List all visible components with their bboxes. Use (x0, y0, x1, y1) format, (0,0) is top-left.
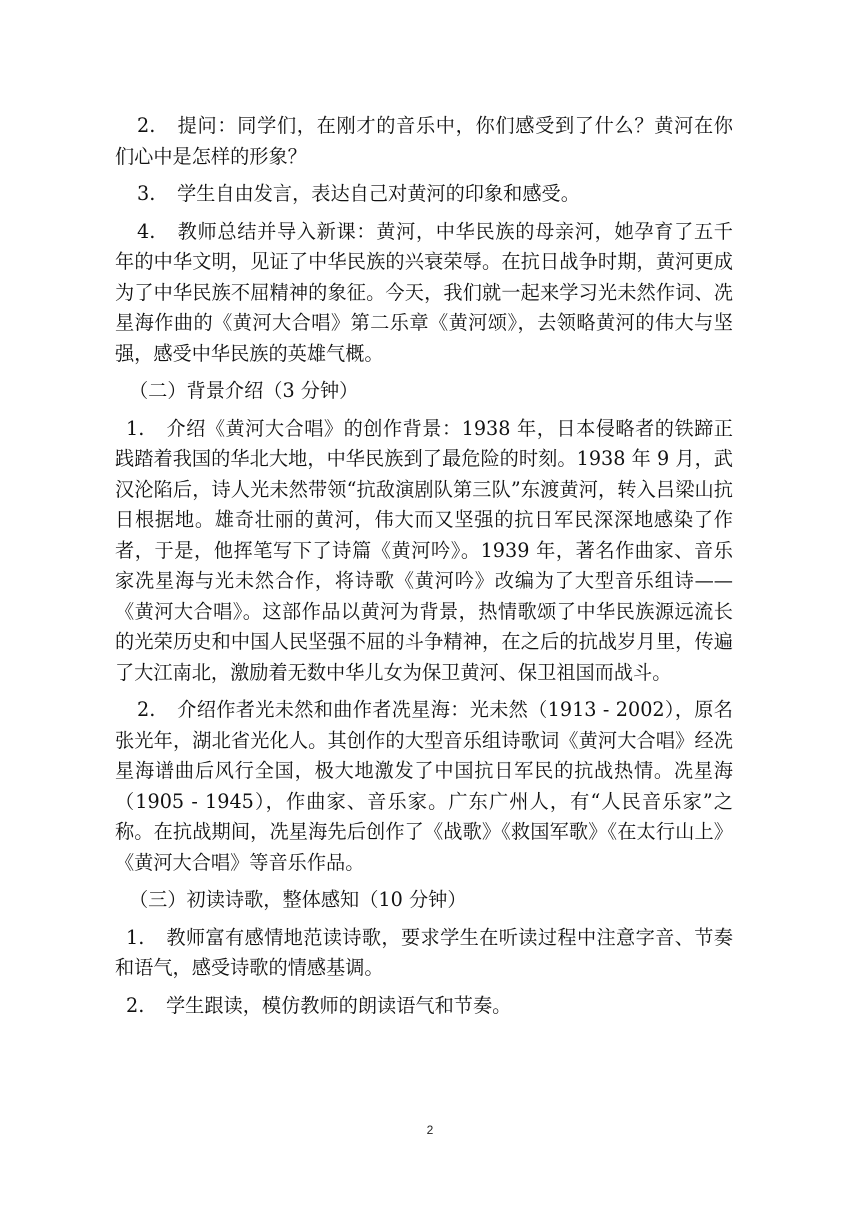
paragraph-background-2 (115, 695, 733, 878)
item-number: 1. (126, 925, 145, 949)
section-heading-first-reading: （三）初读诗歌，整体感知（10 分钟） (129, 888, 467, 911)
paragraph-text: 教师总结并导入新课：黄河，中华民族的母亲河，她孕育了五千年的中华文明，见证了中华民族的兴衰荣辱。在抗日战争时期，黄河更成为了中华民族不屈精神的象征。今天，我们就一起来学习光未然作词、冼星海作曲的《黄河大合唱》第二乐章《黄河颂》，去领略黄河的伟大与坚强，感受中华民族的英雄气概。 (115, 219, 733, 365)
item-number: 2. (126, 993, 145, 1017)
paragraph-text: 教师富有感情地范读诗歌，要求学生在听读过程中注意字音、节奏和语气，感受诗歌的情感基调。 (115, 925, 733, 979)
item-number: 1. (126, 416, 145, 440)
paragraph-reading-2 (115, 991, 733, 1022)
paragraph-step-4 (115, 217, 733, 370)
paragraph-text: 介绍《黄河大合唱》的创作背景：1938 年，日本侵略者的铁蹄正践踏着我国的华北大地，中华民族到了最危险的时刻。1938 年 9 月，武汉沦陷后，诗人光未然带领“抗敌演剧队第三队”东渡黄河，转入吕梁山抗日根据地。雄奇壮丽的黄河，伟大而又坚强的抗日军民深深地感染了作者，于是，他挥笔写下了诗篇《黄河吟》。1939 年，著名作曲家、音乐家冼星海与光未然合作，将诗歌《黄河吟》改编为了大型音乐组诗——《黄河大合唱》。这部作品以黄河为背景，热情歌颂了中华民族源远流长的光荣历史和中国人民坚强不屈的斗争精神，在之后的抗战岁月里，传遍了大江南北，激励着无数中华儿女为保卫黄河、保卫祖国而战斗。 (115, 416, 733, 684)
paragraph-text: 学生跟读，模仿教师的朗读语气和节奏。 (166, 993, 512, 1017)
item-number: 2. (137, 114, 156, 137)
paragraph-background-1 (115, 414, 733, 689)
paragraph-text: 提问：同学们，在刚才的音乐中，你们感受到了什么？黄河在你们心中是怎样的形象？ (115, 114, 733, 168)
paragraph-text: 介绍作者光未然和曲作者冼星海：光未然（1913 - 2002），原名张光年，湖北省光化人。其创作的大型音乐组诗歌词《黄河大合唱》经冼星海谱曲后风行全国，极大地激发了中国抗日军民的抗战热情。冼星海（1905 - 1945），作曲家、音乐家。广东广州人，有“人民音乐家”之称。在抗战期间，冼星海先后创作了《战歌》《救国军歌》《在太行山上》《黄河大合唱》等音乐作品。 (115, 698, 733, 874)
item-number: 3. (137, 182, 156, 205)
item-number: 4. (137, 219, 156, 243)
page-number: 2 (426, 1123, 434, 1137)
section-heading-background: （二）背景介绍（3 分钟） (129, 379, 359, 402)
item-number: 2. (137, 698, 156, 721)
document-body (115, 111, 733, 1021)
paragraph-step-2 (115, 111, 733, 172)
paragraph-step-3 (115, 179, 733, 210)
paragraph-reading-1 (115, 923, 733, 984)
paragraph-text: 学生自由发言，表达自己对黄河的印象和感受。 (177, 182, 580, 205)
